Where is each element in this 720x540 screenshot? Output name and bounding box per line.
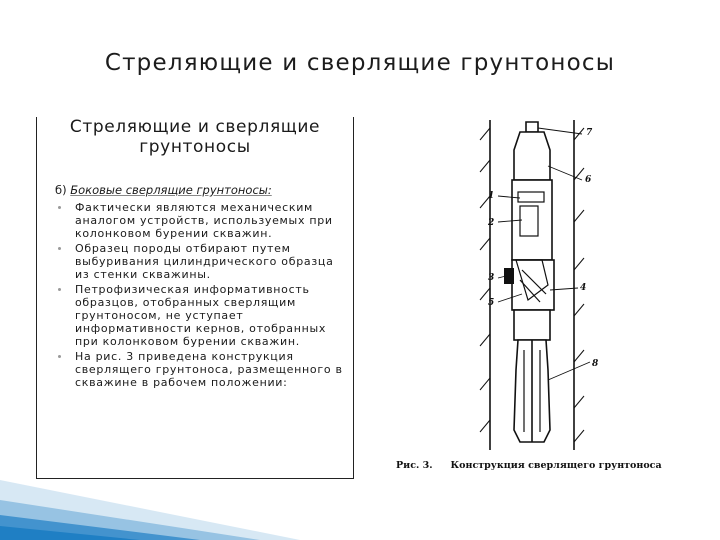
- bullet-dot-icon: [58, 355, 61, 358]
- bullet-text: На рис. 3 приведена конструкция сверлящего грунтоноса, размещенного в скважине в рабочем положении:: [75, 350, 343, 389]
- bullet-dot-icon: [58, 206, 61, 209]
- subtitle-italic: Боковые сверлящие грунтоносы:: [70, 183, 272, 197]
- bullet-dot-icon: [58, 288, 61, 291]
- box-title-line1: Стреляющие и сверлящие: [69, 117, 321, 137]
- label-7: 7: [586, 128, 593, 138]
- bullet-item: [55, 201, 349, 240]
- caption-number: Рис. 3.: [396, 460, 433, 471]
- slide-title: Стреляющие и сверлящие грунтоносы: [104, 50, 616, 76]
- corner-decoration: [0, 460, 300, 540]
- bullet-text: Образец породы отбирают путем выбуривания цилиндрического образца из стенки скважины.: [75, 242, 334, 281]
- label-2: 2: [488, 218, 495, 228]
- figure-caption: [396, 460, 662, 471]
- box-subtitle: [55, 183, 272, 197]
- subtitle-lead: б): [55, 183, 71, 197]
- label-4: 4: [580, 283, 587, 293]
- label-5: 5: [488, 298, 495, 308]
- label-6: 6: [585, 175, 592, 185]
- label-8: 8: [592, 359, 599, 369]
- bullet-list: [55, 201, 349, 391]
- bullet-item: [55, 242, 349, 281]
- bullet-text: Фактически являются механическим аналогом устройств, используемых при колонковом бурении скважин.: [75, 201, 333, 240]
- label-3: 3: [488, 273, 495, 283]
- box-title-line2: грунтоносы: [139, 137, 251, 157]
- bullet-text: Петрофизическая информативность образцов, отобранных сверлящим грунтоносом, не уступает информативности кернов, отобранных при колонковом бурении скважин.: [75, 283, 327, 348]
- box-title: [37, 117, 353, 157]
- caption-text: Конструкция сверлящего грунтоноса: [450, 460, 662, 471]
- sampler-drawing: [468, 110, 618, 455]
- bullet-item: [55, 283, 349, 348]
- text-box: [36, 117, 354, 479]
- bullet-item: [55, 350, 349, 389]
- label-1: 1: [488, 191, 495, 201]
- bullet-dot-icon: [58, 247, 61, 250]
